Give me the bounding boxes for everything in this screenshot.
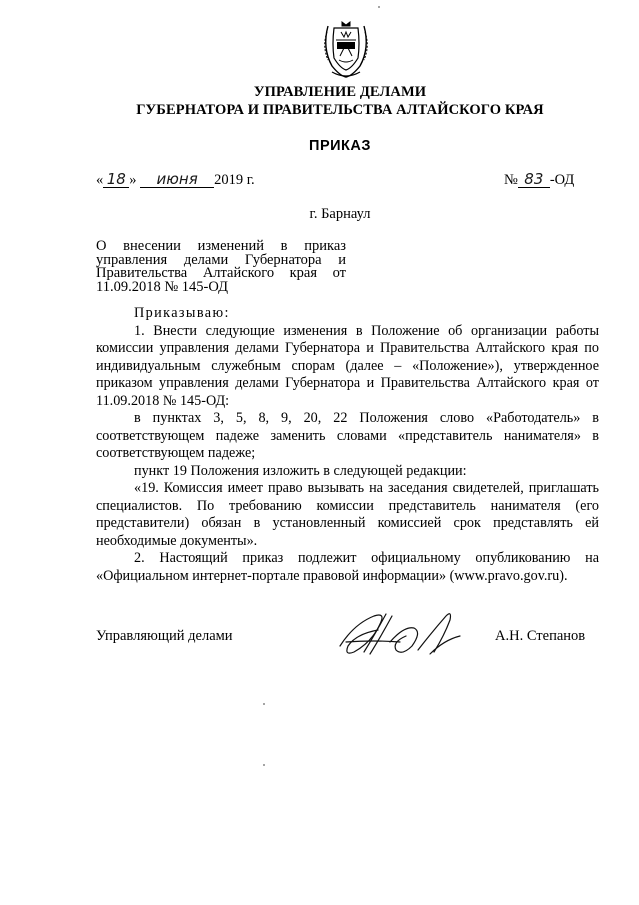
number-prefix: № (504, 172, 518, 188)
date-year: 2019 г. (214, 172, 255, 188)
body-paragraph: «19. Комиссия имеет право вызывать на заседания свидетелей, приглашать специалистов. По требованию комиссии представитель нанимателя (его представители) обязан в установленный комиссией срок представлять ей необходимые документы». (96, 480, 599, 549)
date-close-quote: » (129, 172, 137, 188)
scan-speck (263, 703, 265, 705)
subject-line: управления делами Губернатора и (96, 251, 346, 268)
scan-speck (263, 764, 265, 766)
number-value: 83 (518, 172, 550, 188)
document-date (96, 172, 255, 189)
order-word: Приказываю: (134, 305, 230, 321)
document-subject (96, 240, 346, 294)
signer-name: А.Н. Степанов (495, 628, 586, 644)
coat-of-arms-icon (318, 20, 374, 80)
body-paragraph: 1. Внести следующие изменения в Положение об организации работы комиссии управления делами Губернатора и Правительства Алтайского края по индивидуальным служебным спорам (далее – «Положение»), утвержденное приказом управления делами Губернатора и Правительства Алтайского края от 11.09.2018 № 145-ОД: (96, 322, 599, 409)
date-day: 18 (103, 172, 129, 188)
document-body (96, 305, 599, 585)
organization-name-line1: УПРАВЛЕНИЕ ДЕЛАМИ (253, 84, 427, 100)
body-paragraph: 2. Настоящий приказ подлежит официальному опубликованию на «Официальном интернет-портале правовой информации» (www.pravo.gov.ru). (96, 550, 599, 584)
body-paragraph: пункт 19 Положения изложить в следующей редакции: (134, 462, 467, 479)
city-name: г. Барнаул (309, 206, 371, 222)
scan-speck (378, 6, 380, 8)
number-suffix: -ОД (549, 172, 575, 188)
date-month: июня (140, 172, 214, 188)
subject-line: 11.09.2018 № 145-ОД (96, 278, 229, 295)
signer-role: Управляющий делами (96, 628, 233, 644)
document-number (504, 172, 574, 189)
handwritten-signature-icon (334, 606, 464, 662)
organization-name-line2: ГУБЕРНАТОРА И ПРАВИТЕЛЬСТВА АЛТАЙСКОГО КРАЯ (136, 102, 544, 118)
subject-line: О внесении изменений в приказ (96, 238, 346, 254)
date-open-quote: « (96, 172, 104, 188)
body-paragraph: в пунктах 3, 5, 8, 9, 20, 22 Положения слово «Работодатель» в соответствующем падеже заменить словами «представитель нанимателя» в соответствующем падеже; (96, 410, 599, 461)
document-type-title: ПРИКАЗ (309, 138, 371, 154)
subject-line: Правительства Алтайского края от (96, 265, 346, 281)
